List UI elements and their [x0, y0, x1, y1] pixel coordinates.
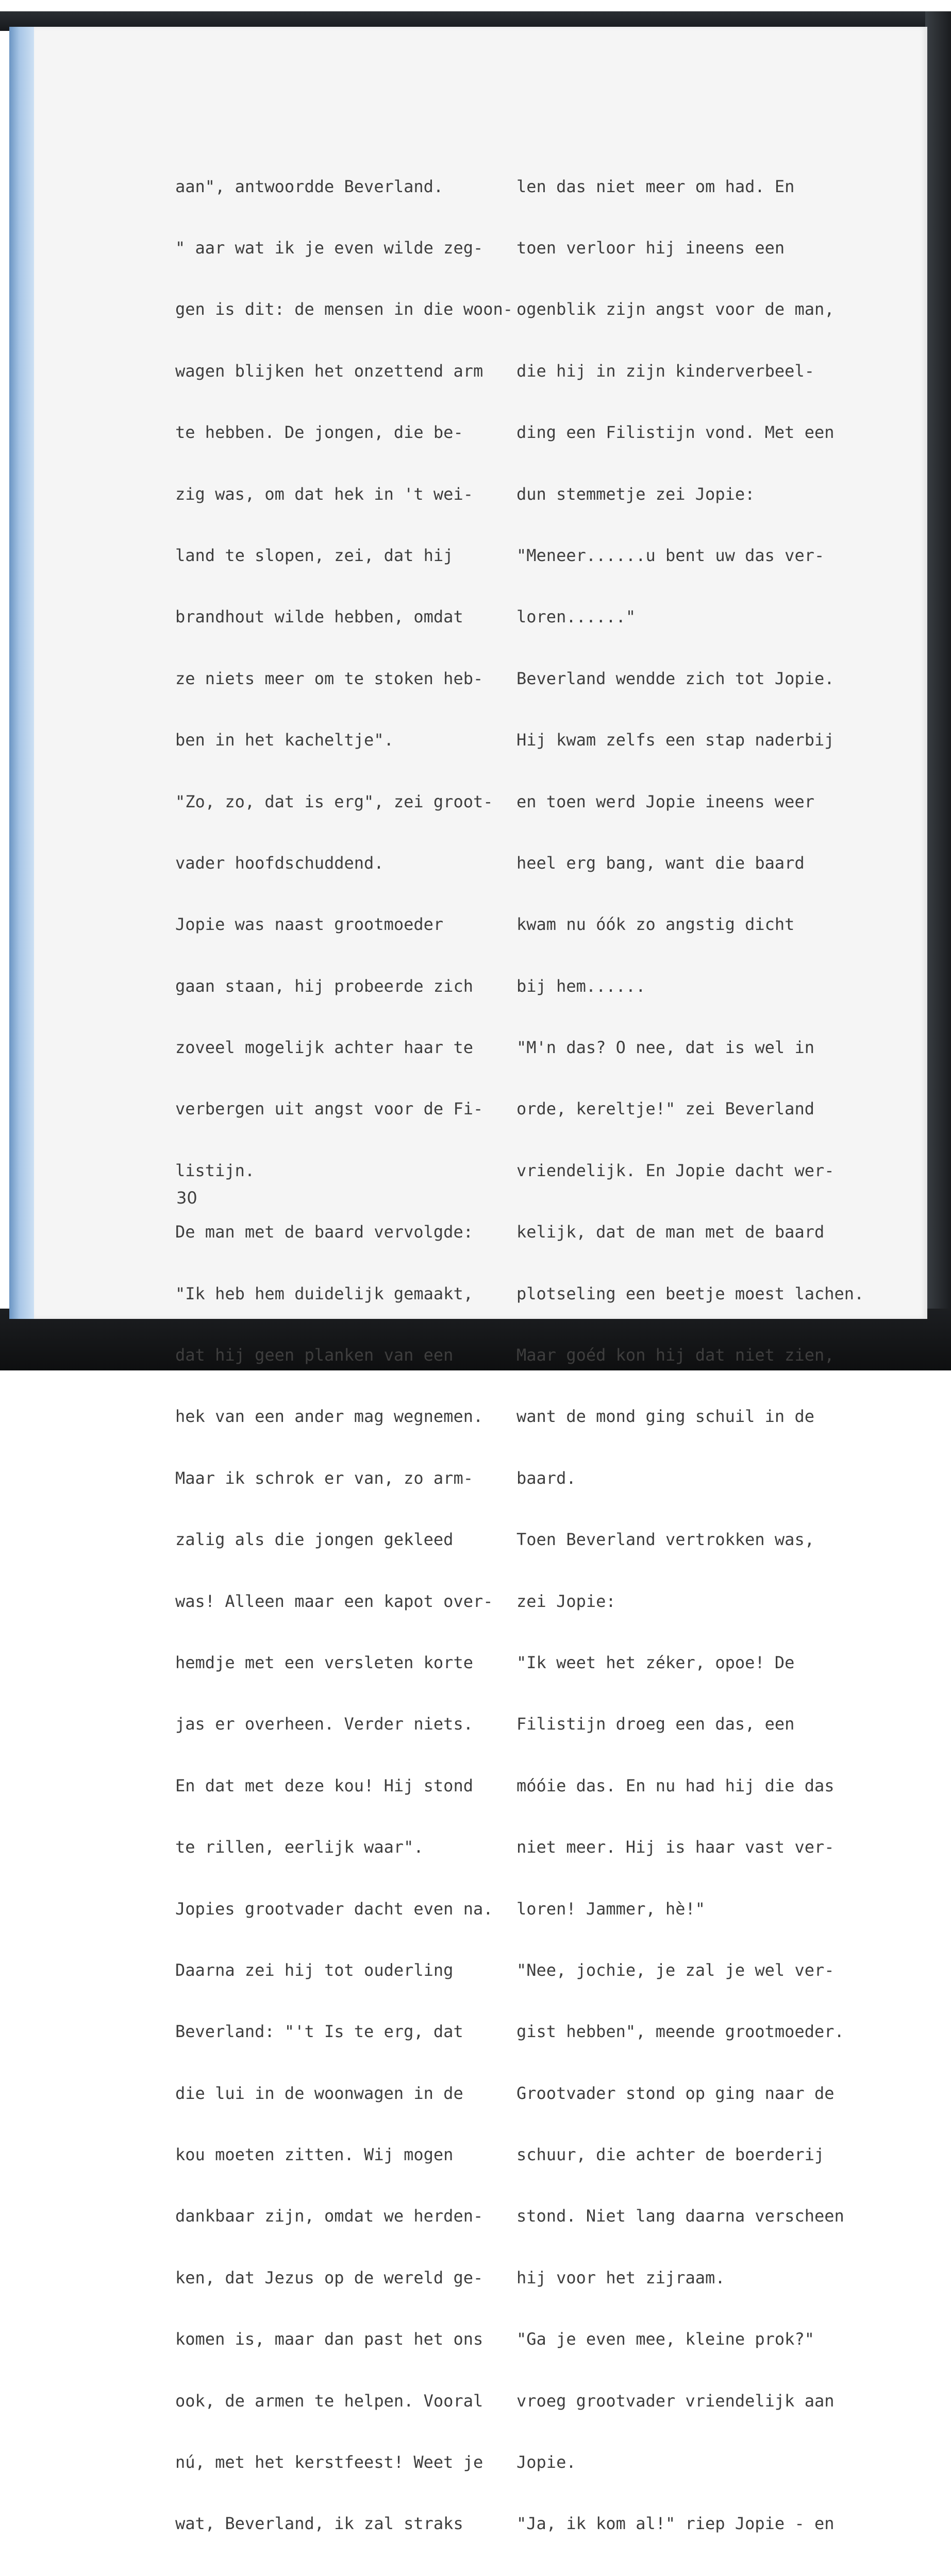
text-line: vroeg grootvader vriendelijk aan	[516, 2391, 835, 2411]
text-line: hek van een ander mag wegnemen.	[175, 1406, 483, 1427]
text-line: kelijk, dat de man met de baard	[516, 1222, 825, 1242]
text-line: vader hoofdschuddend.	[175, 853, 384, 873]
text-line: Toen Beverland vertrokken was,	[516, 1530, 814, 1550]
text-line: len das niet meer om had. En	[516, 176, 795, 196]
text-line: baard.	[516, 1468, 576, 1488]
text-line: Beverland: "'t Is te erg, dat	[175, 2022, 463, 2042]
text-line: Grootvader stond op ging naar de	[516, 2083, 835, 2103]
text-line: die hij in zijn kinderverbeel-	[516, 361, 814, 381]
text-line: ze niets meer om te stoken heb-	[175, 668, 483, 688]
text-line: te hebben. De jongen, die be-	[175, 422, 463, 443]
text-line: nú, met het kerstfeest! Weet je	[175, 2452, 483, 2472]
text-line: ook, de armen te helpen. Vooral	[175, 2391, 483, 2411]
text-line: heel erg bang, want die baard	[516, 853, 805, 873]
text-line: te rillen, eerlijk waar".	[175, 1837, 424, 1857]
left-text-column	[175, 135, 536, 2576]
right-text-column	[516, 135, 877, 2576]
text-line: ben in het kacheltje".	[175, 730, 394, 750]
text-line: hemdje met een versleten korte	[175, 1652, 473, 1672]
text-line: Maar ik schrok er van, zo arm-	[175, 1468, 473, 1488]
text-line: schuur, die achter de boerderij	[516, 2145, 825, 2165]
text-line: dun stemmetje zei Jopie:	[516, 484, 755, 504]
text-line: Filistijn droeg een das, een	[516, 1714, 795, 1734]
text-line: gist hebben", meende grootmoeder.	[516, 2022, 844, 2042]
text-line: kwam nu óók zo angstig dicht	[516, 914, 795, 935]
text-line: was! Alleen maar een kapot over-	[175, 1591, 493, 1611]
text-line: wat, Beverland, ik zal straks	[175, 2514, 463, 2534]
text-line	[516, 2575, 877, 2576]
text-line: "Ga je even mee, kleine prok?"	[516, 2329, 814, 2349]
text-line: Daarna zei hij tot ouderling	[175, 1960, 454, 1980]
text-line: want de mond ging schuil in de	[516, 1406, 814, 1427]
text-line: zoveel mogelijk achter haar te	[175, 1038, 473, 1058]
text-line: De man met de baard vervolgde:	[175, 1222, 473, 1242]
text-line: En dat met deze kou! Hij stond	[175, 1775, 473, 1795]
text-line: zei Jopie:	[516, 1591, 616, 1611]
text-line: zalig als die jongen gekleed	[175, 1530, 454, 1550]
text-line: verbergen uit angst voor de Fi-	[175, 1099, 483, 1119]
text-line: "Ik weet het zéker, opoe! De	[516, 1652, 795, 1672]
text-line: Maar goéd kon hij dat niet zien,	[516, 1345, 835, 1365]
text-line: aan", antwoordde Beverland.	[175, 176, 444, 196]
text-line: jas er overheen. Verder niets.	[175, 1714, 473, 1734]
text-line: loren......"	[516, 607, 636, 627]
text-line: land te slopen, zei, dat hij	[175, 545, 454, 565]
text-line: loren! Jammer, hè!"	[516, 1899, 706, 1919]
text-line: "M'n das? O nee, dat is wel in	[516, 1038, 814, 1058]
text-line	[175, 2575, 536, 2576]
text-line: stond. Niet lang daarna verscheen	[516, 2206, 844, 2226]
text-line: hij voor het zijraam.	[516, 2267, 725, 2287]
text-line: dankbaar zijn, omdat we herden-	[175, 2206, 483, 2226]
text-line: gaan staan, hij probeerde zich	[175, 976, 473, 996]
text-line: listijn.	[175, 1160, 255, 1180]
text-line: "Meneer......u bent uw das ver-	[516, 545, 825, 565]
text-line: "Nee, jochie, je zal je wel ver-	[516, 1960, 835, 1980]
text-line: plotseling een beetje moest lachen.	[516, 1283, 864, 1303]
text-line: wagen blijken het onzettend arm	[175, 361, 483, 381]
text-line: kou moeten zitten. Wij mogen	[175, 2145, 454, 2165]
page-number: 30	[176, 1188, 197, 1208]
scanner-right-edge	[925, 11, 951, 1370]
text-line: niet meer. Hij is haar vast ver-	[516, 1837, 835, 1857]
text-line: bij hem......	[516, 976, 646, 996]
text-line: "Ik heb hem duidelijk gemaakt,	[175, 1283, 473, 1303]
text-line: en toen werd Jopie ineens weer	[516, 791, 814, 811]
text-line: vriendelijk. En Jopie dacht wer-	[516, 1160, 835, 1180]
text-line: "Zo, zo, dat is erg", zei groot-	[175, 791, 493, 811]
text-line: " aar wat ik je even wilde zeg-	[175, 238, 483, 258]
text-line: dat hij geen planken van een	[175, 1345, 454, 1365]
text-line: zig was, om dat hek in 't wei-	[175, 484, 473, 504]
text-line: orde, kereltje!" zei Beverland	[516, 1099, 814, 1119]
text-line: ding een Filistijn vond. Met een	[516, 422, 835, 443]
text-line: ogenblik zijn angst voor de man,	[516, 299, 835, 319]
text-line: ken, dat Jezus op de wereld ge-	[175, 2267, 483, 2287]
text-line: Jopies grootvader dacht even na.	[175, 1899, 493, 1919]
text-line: komen is, maar dan past het ons	[175, 2329, 483, 2349]
text-line: gen is dit: de mensen in die woon-	[175, 299, 513, 319]
scan-top-edge	[0, 0, 951, 11]
text-line: toen verloor hij ineens een	[516, 238, 785, 258]
text-line: Jopie was naast grootmoeder	[175, 914, 444, 935]
text-line: Beverland wendde zich tot Jopie.	[516, 668, 835, 688]
text-line: brandhout wilde hebben, omdat	[175, 607, 463, 627]
text-line: die lui in de woonwagen in de	[175, 2083, 463, 2103]
text-line: móóie das. En nu had hij die das	[516, 1775, 835, 1795]
text-line: Hij kwam zelfs een stap naderbij	[516, 730, 835, 750]
book-binding-edge	[9, 27, 35, 1319]
text-line: Jopie.	[516, 2452, 576, 2472]
text-line: "Ja, ik kom al!" riep Jopie - en	[516, 2514, 835, 2534]
